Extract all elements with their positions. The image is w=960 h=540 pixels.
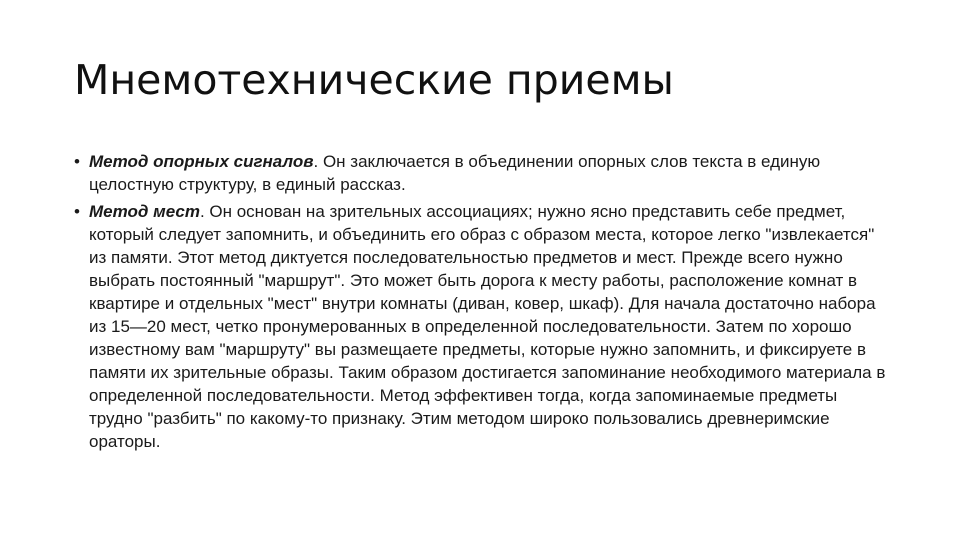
bullet-text: Он основан на зрительных ассоциациях; нужно ясно представить себе предмет, который следует запомнить, и объединить его образ с образом места, которое легко "извлекается" из памяти. Этот метод диктуется последовательностью предметов и мест. Прежде всего нужно выбрать постоянный "маршрут". Это может быть дорога к месту работы, расположение комнат в квартире и отдельных "мест" внутри комнаты (диван, ковер, шкаф). Для начала достаточно набора из 15—20 мест, четко пронумерованных в определенной последовательности. Затем по хорошо известному вам "маршруту" вы размещаете предметы, которые нужно запомнить, и фиксируете в памяти их зрительные образы. Таким образом достигается запоминание необходимого материала в определенной последовательности. Метод эффективен тогда, когда запоминаемые предметы трудно "разбить" по какому-то признаку. Этим методом широко пользовались древнеримские ораторы. xyxy=(89,202,886,451)
bullet-list xyxy=(74,150,886,457)
bullet-item-method-of-loci xyxy=(74,200,886,453)
bullet-term: Метод мест xyxy=(89,202,200,221)
bullet-separator: . xyxy=(199,202,210,221)
bullet-term: Метод опорных сигналов xyxy=(89,152,314,171)
bullet-marker: • xyxy=(74,202,80,221)
bullet-item-support-signals xyxy=(74,150,886,196)
bullet-text: Он заключается в объединении опорных слов текста в единую целостную структуру, в единый рассказ. xyxy=(89,152,821,194)
slide-title: Мнемотехнические приемы xyxy=(74,56,674,104)
bullet-marker: • xyxy=(74,152,80,171)
bullet-separator: . xyxy=(313,152,323,171)
